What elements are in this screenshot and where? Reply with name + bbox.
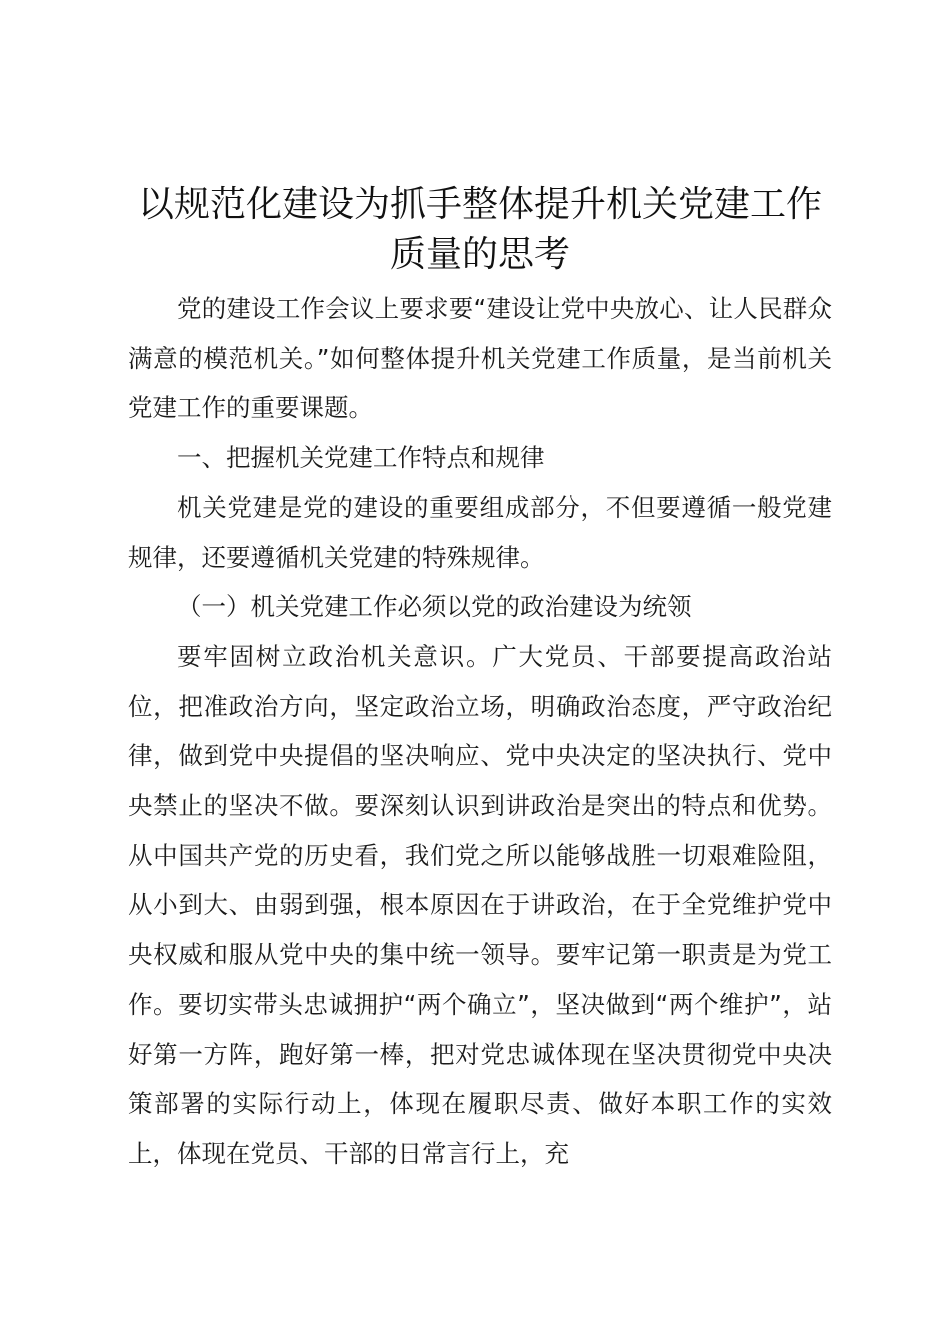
subsection-heading-1: （一）机关党建工作必须以党的政治建设为统领 bbox=[177, 592, 692, 622]
section-1-paragraph: 机关党建是党的建设的重要组成部分，不但要遵循一般党建规律，还要遵循机关党建的特殊规律。 bbox=[128, 492, 832, 572]
document-body bbox=[128, 284, 832, 1179]
intro-paragraph: 党的建设工作会议上要求要“建设让党中央放心、让人民群众满意的模范机关。”如何整体提升机关党建工作质量，是当前机关党建工作的重要课题。 bbox=[128, 294, 832, 423]
document-page bbox=[128, 180, 832, 1179]
section-heading-1: 一、把握机关党建工作特点和规律 bbox=[177, 443, 545, 473]
subsection-1-paragraph: 要牢固树立政治机关意识。广大党员、干部要提高政治站位，把准政治方向，坚定政治立场，明确政治态度，严守政治纪律，做到党中央提倡的坚决响应、党中央决定的坚决执行、党中央禁止的坚决不做。要深刻认识到讲政治是突出的特点和优势。从中国共产党的历史看，我们党之所以能够战胜一切艰难险阻，从小到大、由弱到强，根本原因在于讲政治，在于全党维护党中央权威和服从党中央的集中统一领导。要牢记第一职责是为党工作。要切实带头忠诚拥护“两个确立”，坚决做到“两个维护”，站好第一方阵，跑好第一棒，把对党忠诚体现在坚决贯彻党中央决策部署的实际行动上，体现在履职尽责、做好本职工作的实效上，体现在党员、干部的日常言行上，充 bbox=[128, 641, 832, 1168]
document-title: 以规范化建设为抓手整体提升机关党建工作质量的思考 bbox=[137, 184, 822, 275]
